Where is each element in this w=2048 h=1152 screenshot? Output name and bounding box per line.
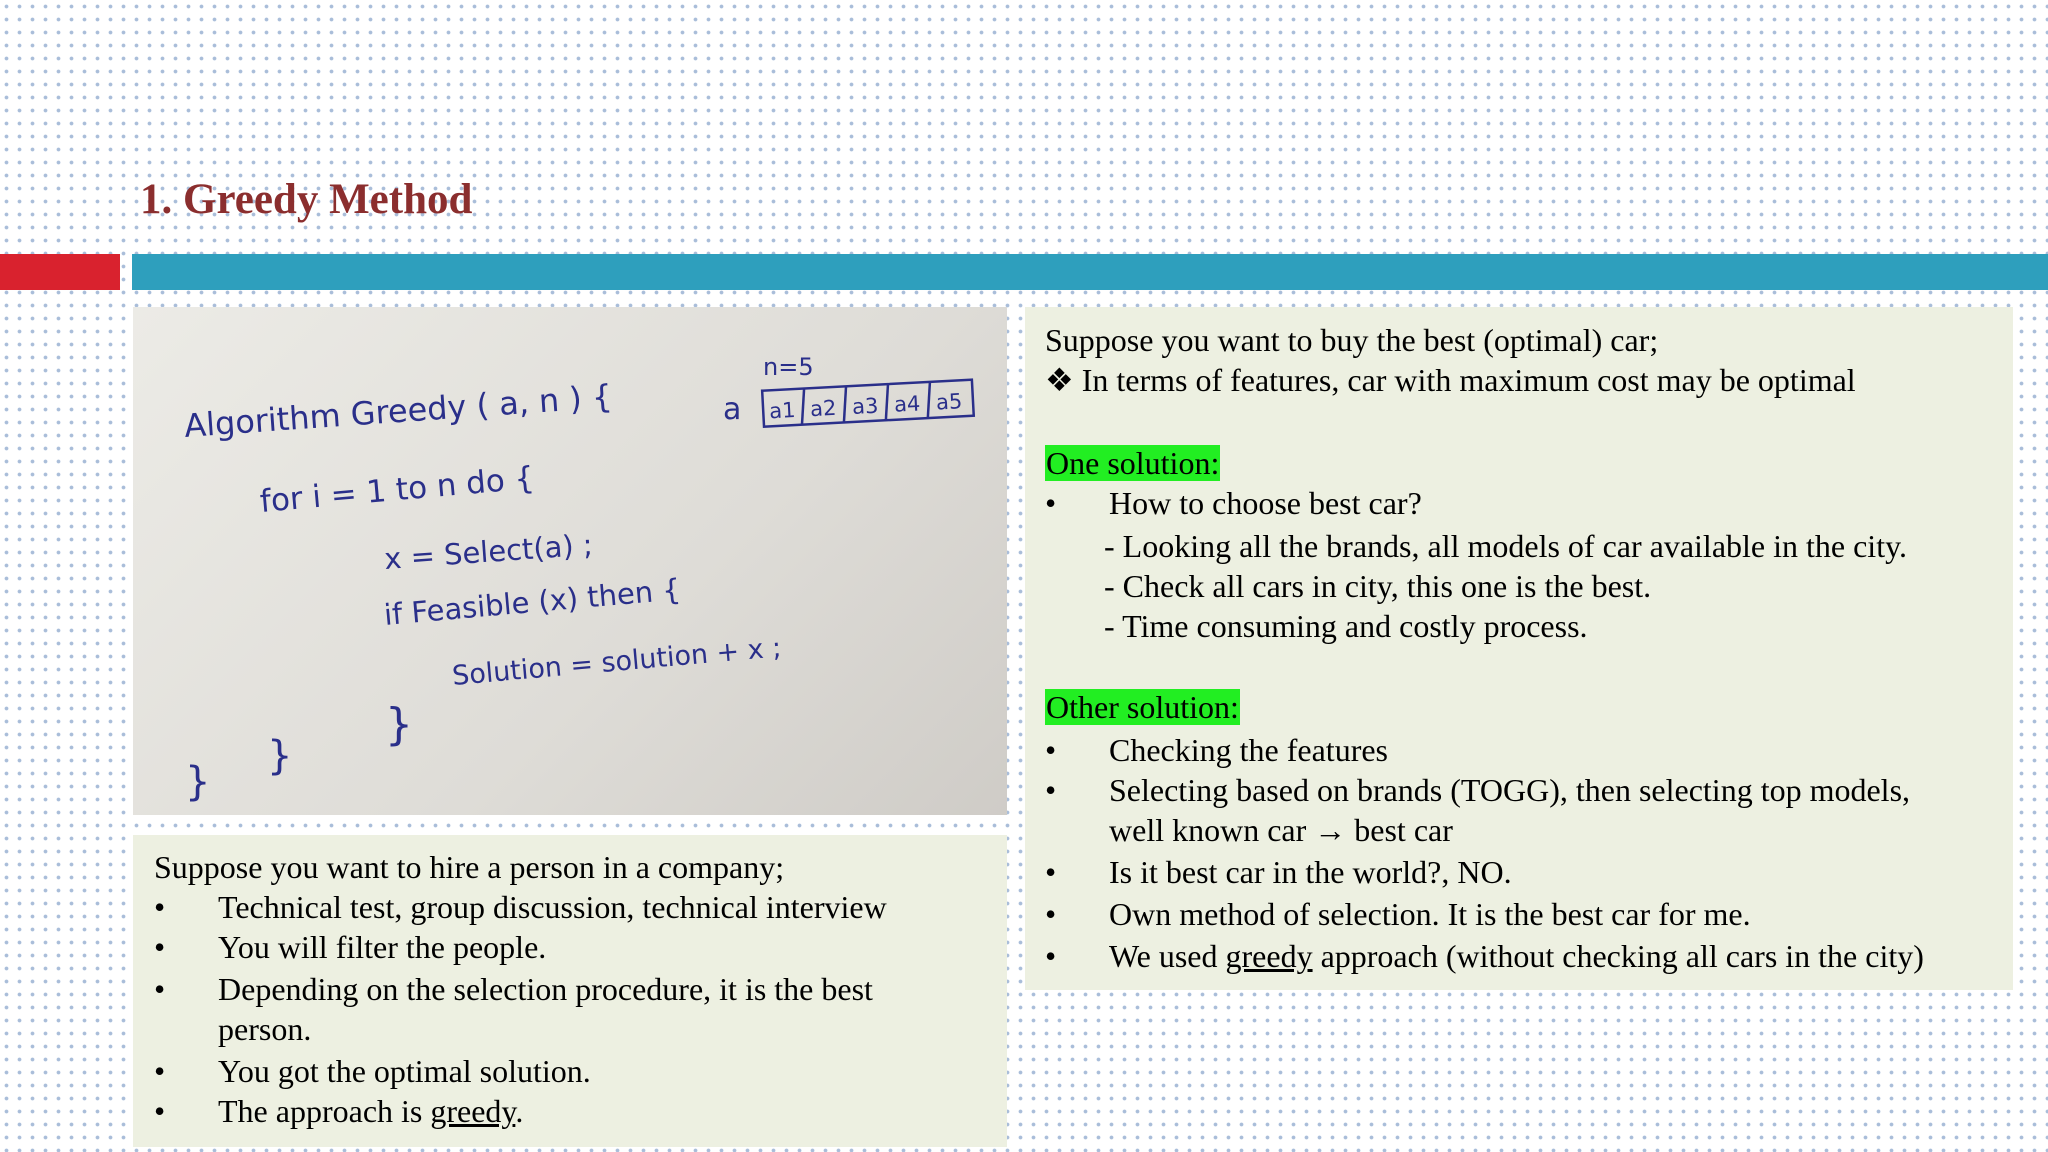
list-item-text: How to choose best car? [1109, 485, 1422, 521]
hw-cell-a2: a2 [809, 395, 838, 422]
list-item [1045, 894, 2005, 934]
text-suffix: approach (without checking all cars in the city) [1312, 938, 1924, 974]
hiring-intro: Suppose you want to hire a person in a company; [154, 849, 785, 885]
slide-title: 1. Greedy Method [140, 176, 473, 223]
bullet-glyph: • [154, 1093, 166, 1129]
hw-n-label: n=5 [763, 353, 814, 381]
hw-array-label: a [723, 392, 742, 427]
bullet-glyph: • [154, 971, 166, 1007]
list-item-text: Selecting based on brands (TOGG), then selecting top models, [1109, 772, 1911, 808]
handwritten-algorithm-photo [133, 307, 1007, 815]
list-item-text: Own method of selection. It is the best car for me. [1109, 896, 1751, 932]
list-item-text-cont: person. [218, 1011, 312, 1047]
bullet-glyph: • [154, 1053, 166, 1089]
bullet-glyph: • [1045, 854, 1057, 890]
text-suffix: . [515, 1093, 524, 1129]
bullet-glyph: • [1045, 772, 1057, 808]
hw-brace-outer: } [185, 759, 211, 805]
hw-cell-a3: a3 [851, 393, 879, 419]
bullet-glyph: • [1045, 485, 1057, 521]
list-item [1045, 852, 2005, 892]
other-solution-label: Other solution: [1046, 689, 1239, 725]
hw-cell-a5: a5 [935, 389, 963, 415]
hw-cell-a4: a4 [893, 391, 921, 417]
bullet-glyph: • [154, 889, 166, 925]
handwriting-drawing [133, 307, 1007, 815]
underlined-word: greedy [430, 1093, 516, 1129]
hw-line-if: if Feasible (x) then { [382, 572, 683, 632]
list-item [154, 1051, 994, 1091]
sub-item: - Check all cars in city, this one is the best. [1104, 568, 1652, 604]
car-intro: Suppose you want to buy the best (optimal) car; [1045, 322, 1659, 358]
bullet-glyph: • [1045, 732, 1057, 768]
text-prefix: We used [1109, 938, 1226, 974]
list-item-text: You will filter the people. [218, 929, 547, 965]
list-item [154, 887, 994, 927]
list-item [154, 969, 994, 1049]
accent-bar-red [0, 254, 120, 290]
list-item-text: Depending on the selection procedure, it is the best [218, 971, 873, 1007]
one-solution-heading [1045, 443, 1220, 483]
sub-item: - Time consuming and costly process. [1104, 608, 1588, 644]
list-item-text: Checking the features [1109, 732, 1388, 768]
hw-line-solution: Solution = solution + x ; [450, 632, 783, 692]
accent-bar-blue [132, 254, 2048, 290]
text-prefix: The approach is [218, 1093, 431, 1129]
list-item [1045, 770, 2005, 850]
list-item-text [218, 1091, 523, 1131]
list-item-text [1109, 936, 1924, 976]
list-item [1045, 730, 2005, 770]
hw-line-select: x = Select(a) ; [383, 527, 594, 576]
one-solution-label: One solution: [1046, 445, 1220, 481]
car-feature-line: ❖ In terms of features, car with maximum cost may be optimal [1045, 362, 1856, 398]
car-example-box [1025, 307, 2013, 990]
underlined-word: greedy [1225, 938, 1313, 974]
list-item-text: Is it best car in the world?, NO. [1109, 854, 1512, 890]
hw-array-box [762, 380, 974, 427]
hw-cell-a1: a1 [768, 397, 797, 424]
other-solution-heading [1045, 687, 1240, 727]
list-item-text: Technical test, group discussion, technical interview [218, 889, 887, 925]
list-item [154, 927, 994, 967]
bullet-glyph: • [154, 929, 166, 965]
hw-brace-mid: } [267, 733, 293, 779]
list-item-text: You got the optimal solution. [218, 1053, 591, 1089]
hw-brace-inner: } [385, 699, 413, 750]
list-item-text-cont: well known car → best car [1109, 812, 1453, 848]
bullet-glyph: • [1045, 896, 1057, 932]
bullet-glyph: • [1045, 938, 1057, 974]
hiring-example-box [133, 835, 1007, 1147]
list-item [154, 1091, 994, 1131]
list-item [1045, 936, 2005, 976]
list-item [1045, 483, 2005, 523]
hw-line-for: for i = 1 to n do { [258, 460, 536, 520]
sub-item: - Looking all the brands, all models of car available in the city. [1104, 528, 1907, 564]
hw-header: Algorithm Greedy ( a, n ) { [182, 377, 614, 445]
